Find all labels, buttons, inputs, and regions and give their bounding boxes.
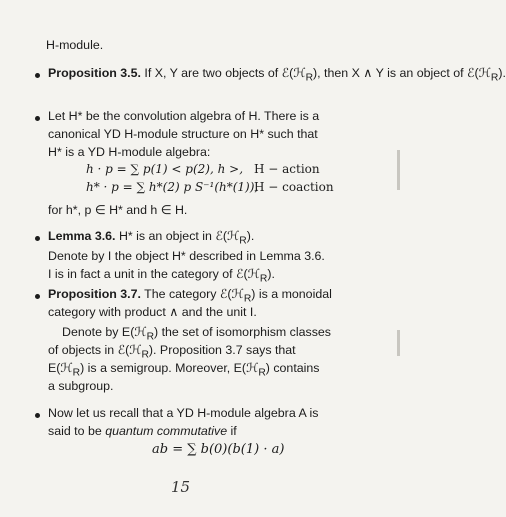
bullet-point: [35, 116, 40, 121]
lemma-3-6-line: Lemma 3.6. H* is an object in ℰ(ℋ$_R$).: [48, 229, 255, 247]
bullet-point: [35, 413, 40, 418]
continuation-line: H-module.: [46, 38, 104, 52]
proposition-3-7-line1: Proposition 3.7. The category ℰ(ℋ$_R$) is a monoidal: [48, 287, 332, 305]
scan-edge-mark: [397, 150, 400, 190]
action-label: H − action: [254, 162, 320, 176]
quantum-commutative-term: quantum commutative: [105, 424, 228, 438]
coaction-equation: h* · p = ∑ h*(2) p S⁻¹(h*(1)),: [86, 180, 259, 194]
bullet-point: [35, 73, 40, 78]
bullet-point: [35, 294, 40, 299]
quantum-line1: Now let us recall that a YD H-module algebra A is: [48, 406, 319, 420]
lemma-body-line2: I is in fact a unit in the category of ℰ(ℋ$_R$).: [48, 267, 275, 285]
quantum-commutative-equation: ab = ∑ b(0)(b(1) · a): [152, 442, 285, 457]
proposition-3-7-heading: Proposition 3.7.: [48, 287, 141, 301]
proposition-3-7-line4: of objects in ℰ(ℋ$_R$). Proposition 3.7 says that: [48, 343, 296, 361]
proposition-3-7-line2: category with product ∧ and the unit I.: [48, 305, 257, 319]
lemma-3-6-heading: Lemma 3.6.: [48, 229, 116, 243]
action-equation: h · p = ∑ p(1) < p(2), h >,: [86, 162, 244, 176]
scan-edge-mark: [397, 330, 400, 356]
yd-text-line3: H* is a YD H-module algebra:: [48, 145, 211, 159]
yd-text-line2: canonical YD H-module structure on H* such that: [48, 127, 318, 141]
page-number: 15: [171, 478, 191, 496]
coaction-label: H − coaction: [254, 180, 334, 194]
proposition-3-7-line5: E(ℋ$_R$) is a semigroup. Moreover, E(ℋ$_R$) contains: [48, 361, 320, 379]
proposition-3-7-line3: Denote by E(ℋ$_R$) the set of isomorphism classes: [62, 325, 332, 343]
bullet-point: [35, 236, 40, 241]
proposition-3-7-line6: a subgroup.: [48, 379, 114, 393]
yd-text-line4: for h*, p ∈ H* and h ∈ H.: [48, 203, 188, 217]
quantum-line2: said to be quantum commutative if: [48, 424, 237, 438]
proposition-3-5-heading: Proposition 3.5.: [48, 66, 141, 80]
lemma-body-line1: Denote by I the object H* described in Lemma 3.6.: [48, 249, 325, 263]
proposition-3-5-line1: Proposition 3.5. If X, Y are two objects of ℰ(ℋ$_R$), then X ∧ Y is an object of ℰ(ℋ$_R$).: [48, 66, 506, 84]
yd-text-line1: Let H* be the convolution algebra of H. There is a: [48, 109, 320, 123]
